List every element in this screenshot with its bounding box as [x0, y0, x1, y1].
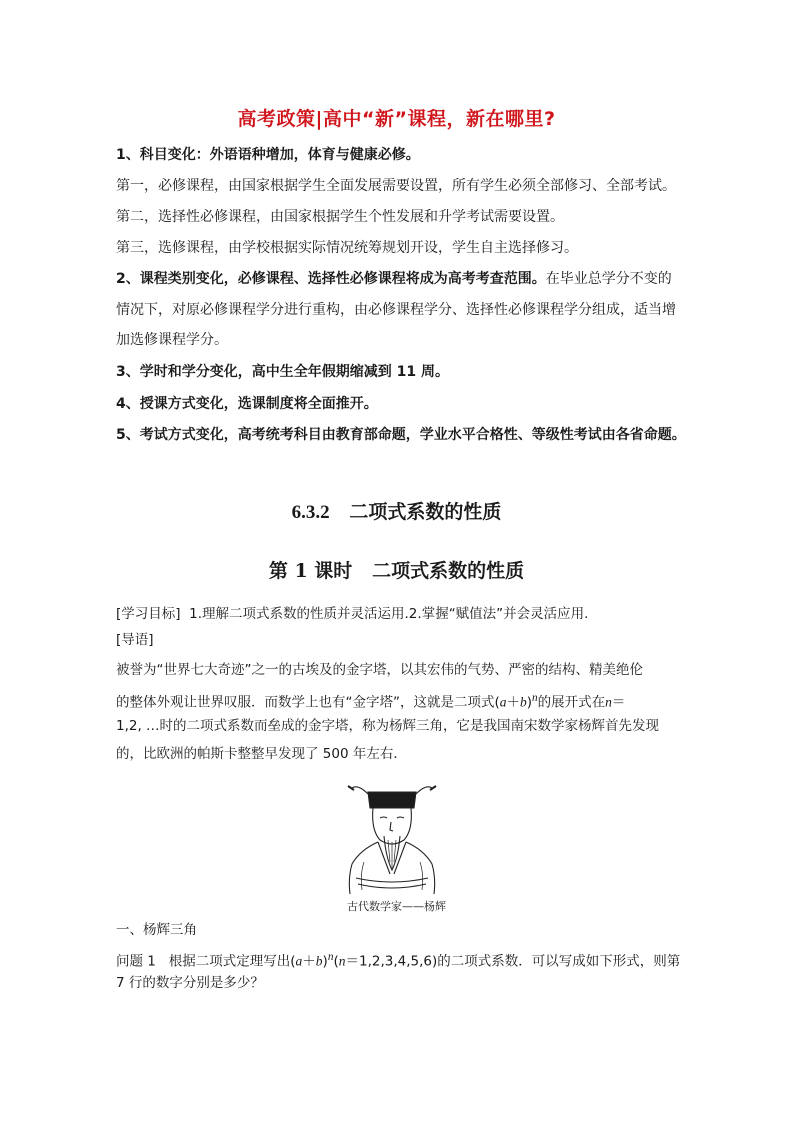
- math-n: n: [338, 953, 346, 969]
- math-n: n: [605, 694, 612, 710]
- intro-line-2-tail: 的展开式在: [537, 694, 606, 711]
- policy-item-2: [116, 269, 672, 289]
- intro-line-4: 的，比欧洲的帕斯卡整整早发现了 500 年左右．: [116, 746, 407, 762]
- policy-item-1: 1、科目变化：外语语种增加，体育与健康必修。: [116, 147, 420, 163]
- intro-line-2-text: 的整体外观让世界叹服．而数学上也有“金字塔”，这就是二项式(: [116, 694, 500, 711]
- intro-line-1: 被誉为“世界七大奇迹”之一的古埃及的金字塔，以其宏伟的气势、严密的结构、精美绝伦: [116, 662, 643, 678]
- math-equals: ＝: [611, 694, 626, 711]
- policy-item-2-rest: 在毕业总学分不变的: [545, 271, 672, 287]
- goal-text: 1.理解二项式系数的性质并灵活运用.2.掌握“赋值法”并会灵活应用.: [189, 606, 589, 622]
- part-1-heading: 一、杨辉三角: [116, 922, 197, 938]
- math-b: b: [315, 953, 323, 969]
- math-exponent-n: n: [327, 951, 334, 963]
- math-paren-open: (: [333, 953, 339, 970]
- section-number: 6.3.2: [291, 502, 330, 523]
- question-1: [116, 947, 680, 972]
- policy-item-3: 3、学时和学分变化，高中生全年假期缩减到 11 周。: [116, 364, 449, 380]
- policy-item-2-line3: 加选修课程学分。: [116, 332, 228, 348]
- yang-hui-portrait: [340, 778, 444, 896]
- math-exponent-n: n: [532, 692, 538, 704]
- policy-item-4: 4、授课方式变化，选课制度将全面推开。: [116, 396, 378, 412]
- policy-item-2-bold: 2、课程类别变化，必修课程、选择性必修课程将成为高考考查范围。: [116, 271, 546, 287]
- lesson-title: 二项式系数的性质: [372, 560, 525, 582]
- goal-label: [学习目标]: [116, 606, 181, 622]
- question-1-line-2: 7 行的数字分别是多少？: [116, 975, 264, 991]
- lesson-heading: [0, 556, 793, 583]
- math-a: a: [499, 694, 507, 710]
- math-plus: ＋: [302, 953, 316, 970]
- question-text-tail: ＝1,2,3,4,5,6)的二项式系数．可以写成如下形式，则第: [345, 953, 681, 970]
- policy-first: 第一，必修课程，由国家根据学生全面发展需要设置，所有学生必须全部修习、全部考试。: [116, 178, 676, 194]
- portrait-caption: 古代数学家——杨辉: [347, 900, 446, 913]
- math-paren: ): [526, 694, 533, 711]
- section-heading: [0, 497, 793, 524]
- policy-second: 第二，选择性必修课程，由国家根据学生个性发展和升学考试需要设置。: [116, 209, 564, 225]
- intro-line-3: 1,2, …时的二项式系数而垒成的金字塔，称为杨辉三角，它是我国南宋数学家杨辉首先发现: [116, 718, 660, 734]
- question-text: 根据二项式定理写出(: [168, 953, 296, 970]
- lesson-prefix: 第 1 课时: [268, 560, 353, 582]
- intro-line-2: [116, 688, 625, 713]
- math-a: a: [295, 953, 303, 969]
- math-paren: ): [322, 953, 328, 970]
- learning-goal: [116, 604, 588, 624]
- intro-label: [导语]: [116, 632, 154, 648]
- policy-third: 第三，选修课程，由学校根据实际情况统筹规划开设，学生自主选择修习。: [116, 240, 578, 256]
- policy-title: 高考政策|高中“新”课程，新在哪里?: [237, 108, 556, 130]
- section-title: 二项式系数的性质: [349, 501, 502, 523]
- question-label: 问题 1: [116, 953, 156, 970]
- math-plus: ＋: [506, 694, 521, 711]
- policy-item-5: 5、考试方式变化，高考统考科目由教育部命题，学业水平合格性、等级性考试由各省命题。: [116, 427, 686, 443]
- policy-item-2-line2: 情况下，对原必修课程学分进行重构，由必修课程学分、选择性必修课程学分组成，适当增: [116, 302, 676, 318]
- math-b: b: [520, 694, 527, 710]
